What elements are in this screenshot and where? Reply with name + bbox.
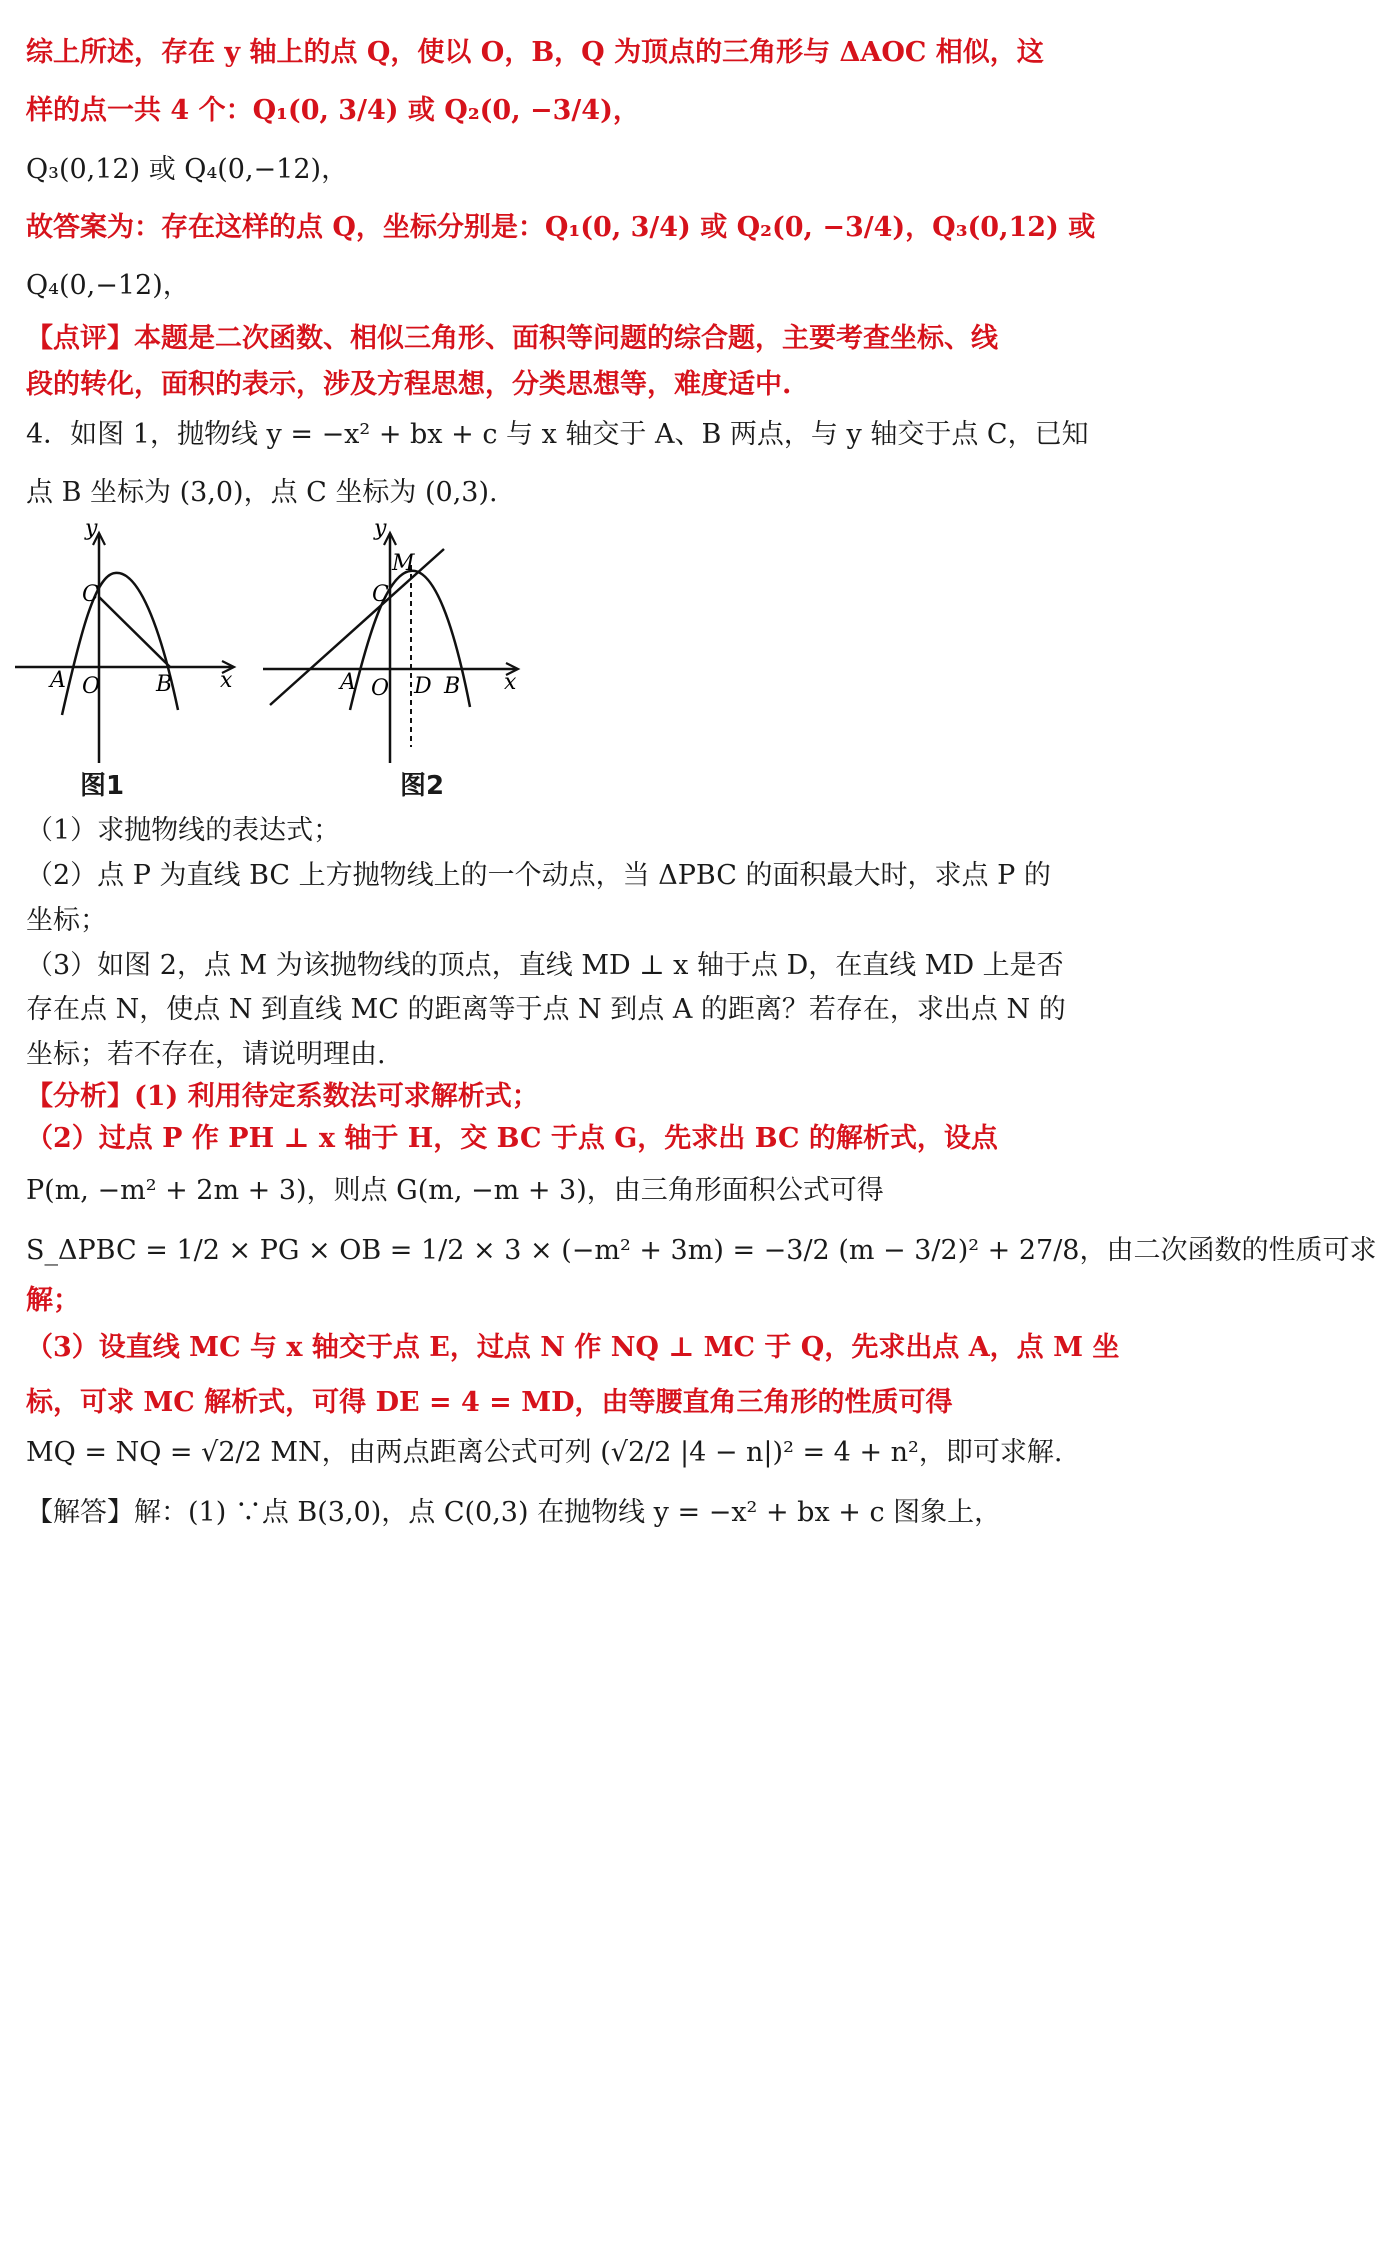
text-line-1: 综上所述，存在 y 轴上的点 Q，使以 O，B，Q 为顶点的三角形与 ΔAOC 相似，这 xyxy=(26,37,1044,68)
text-line-11: （2）点 P 为直线 BC 上方抛物线上的一个动点，当 ΔPBC 的面积最大时，求点 P 的 xyxy=(26,860,1051,891)
text-line-6: 【点评】本题是二次函数、相似三角形、面积等问题的综合题，主要考查坐标、线 xyxy=(26,323,998,354)
figure-2 xyxy=(258,515,538,799)
label-o: O xyxy=(371,676,390,701)
text-line-5: Q₄(0,−12)， xyxy=(26,270,190,301)
text-line-19: S_ΔPBC = 1/2 × PG × OB = 1/2 × 3 × (−m² + 3m) = −3/2 (m − 3/2)² + 27/8，由二次函数的性质可求 xyxy=(26,1235,1376,1266)
text-line-9: 点 B 坐标为 (3,0)，点 C 坐标为 (0,3). xyxy=(26,477,498,508)
text-line-8: 4．如图 1，抛物线 y = −x² + bx + c 与 x 轴交于 A、B 两点，与 y 轴交于点 C，已知 xyxy=(26,419,1089,450)
label-c: C xyxy=(372,582,389,607)
text-line-12: 坐标； xyxy=(26,905,107,936)
text-line-2: 样的点一共 4 个：Q₁(0, 3/4) 或 Q₂(0, −3/4)， xyxy=(26,95,640,126)
text-line-13: （3）如图 2，点 M 为该抛物线的顶点，直线 MD ⊥ x 轴于点 D，在直线 MD 上是否 xyxy=(26,950,1064,981)
text-line-7: 段的转化，面积的表示，涉及方程思想，分类思想等，难度适中. xyxy=(26,369,792,400)
text-line-15: 坐标；若不存在，请说明理由. xyxy=(26,1039,386,1070)
text-line-14: 存在点 N，使点 N 到直线 MC 的距离等于点 N 到点 A 的距离？若存在，求出点 N 的 xyxy=(26,994,1066,1025)
label-y: y xyxy=(374,516,387,541)
text-line-3: Q₃(0,12) 或 Q₄(0,−12)， xyxy=(26,154,349,185)
label-x: x xyxy=(504,670,517,695)
label-a: A xyxy=(50,668,66,693)
text-line-16: 【分析】(1) 利用待定系数法可求解析式； xyxy=(26,1081,539,1112)
label-x: x xyxy=(220,668,233,693)
label-b: B xyxy=(156,672,173,697)
text-line-20: 解； xyxy=(26,1285,80,1316)
text-line-4: 故答案为：存在这样的点 Q，坐标分别是：Q₁(0, 3/4) 或 Q₂(0, −3/4)，Q₃(0,12) 或 xyxy=(26,212,1096,243)
label-c: C xyxy=(82,582,99,607)
label-d: D xyxy=(414,674,432,699)
label-y: y xyxy=(85,516,98,541)
text-line-21: （3）设直线 MC 与 x 轴交于点 E，过点 N 作 NQ ⊥ MC 于 Q，先求出点 A，点 M 坐 xyxy=(26,1332,1120,1363)
text-line-17: （2）过点 P 作 PH ⊥ x 轴于 H，交 BC 于点 G，先求出 BC 的解析式，设点 xyxy=(26,1123,998,1154)
text-line-10: （1）求抛物线的表达式； xyxy=(26,815,341,846)
label-b: B xyxy=(444,674,461,699)
text-line-24: 【解答】解：(1) ∵点 B(3,0)，点 C(0,3) 在抛物线 y = −x² + bx + c 图象上， xyxy=(26,1497,1002,1528)
label-m: M xyxy=(392,551,415,576)
text-line-23: MQ = NQ = √2/2 MN，由两点距离公式可列 (√2/2 |4 − n|)² = 4 + n²，即可求解. xyxy=(26,1437,1063,1468)
segment-bc xyxy=(99,597,170,667)
figure-2-caption: 图2 xyxy=(400,771,445,801)
text-line-18: P(m, −m² + 2m + 3)，则点 G(m, −m + 3)，由三角形面积公式可得 xyxy=(26,1175,884,1206)
figure-1-caption: 图1 xyxy=(80,771,125,801)
figure-2-graph xyxy=(258,515,538,795)
label-o: O xyxy=(82,674,101,699)
text-line-22: 标，可求 MC 解析式，可得 DE = 4 = MD，由等腰直角三角形的性质可得 xyxy=(26,1387,953,1418)
label-a: A xyxy=(340,670,356,695)
